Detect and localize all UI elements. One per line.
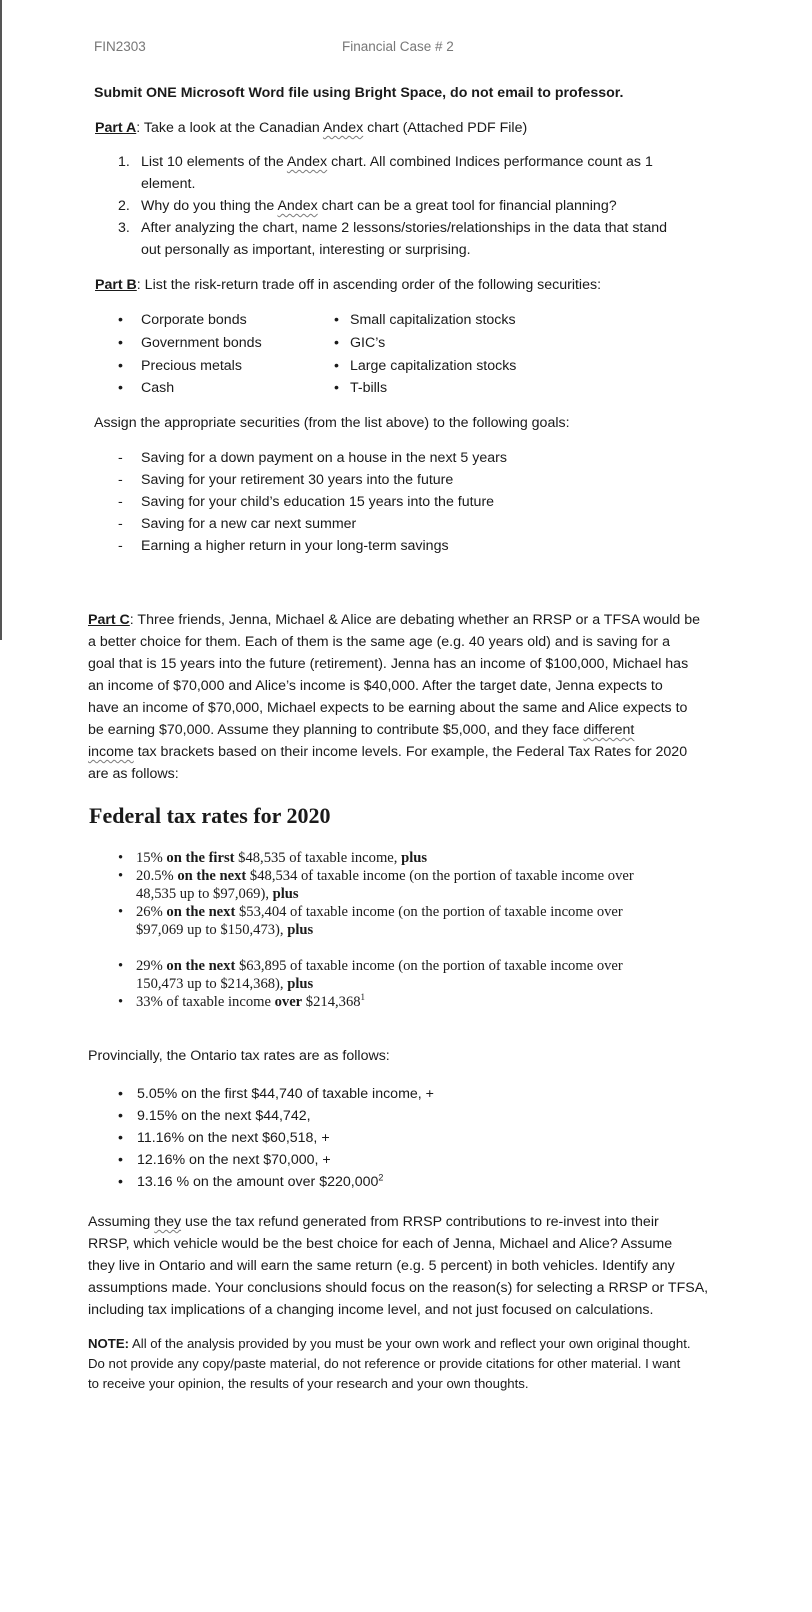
closing-line1-pre: Assuming xyxy=(88,1214,155,1230)
list-item: Earning a higher return in your long-term savings xyxy=(141,538,449,554)
q1-text xyxy=(141,154,653,170)
andex-word: Andex xyxy=(286,154,328,170)
dash: - xyxy=(118,538,123,554)
federal-rate-2 xyxy=(136,867,634,903)
bullet: • xyxy=(118,958,124,974)
plus: plus xyxy=(401,850,428,866)
bullet: • xyxy=(118,1174,123,1190)
plus: plus xyxy=(287,976,314,992)
they-word: they xyxy=(154,1214,182,1230)
dash: - xyxy=(118,450,123,466)
different-word: different xyxy=(583,722,635,738)
closing-line4: assumptions made. Your conclusions should focus on the reason(s) for selecting a RRSP or TFSA, xyxy=(88,1280,709,1296)
federal-rate-4 xyxy=(136,957,623,993)
rate: 15% xyxy=(136,850,167,866)
part-a-label: Part A xyxy=(95,120,137,136)
rate-text: $214,368 xyxy=(302,994,361,1010)
federal-rate-1 xyxy=(136,849,427,867)
plus: plus xyxy=(272,886,299,902)
note-line1 xyxy=(88,1336,691,1351)
closing-line5: including tax implications of a changing income level, and not just focused on calculations. xyxy=(88,1302,654,1318)
bullet: • xyxy=(118,904,124,920)
bullet: • xyxy=(118,335,123,351)
page-edge-bar xyxy=(0,0,2,640)
part-b-label: Part B xyxy=(95,277,137,293)
rate-text: $48,534 of taxable income (on the portion of taxable income over xyxy=(246,868,634,884)
andex-word: Andex xyxy=(277,198,318,214)
part-c-line7-text: tax brackets based on their income levels. For example, the Federal Tax Rates for 2020 xyxy=(133,744,688,760)
rate: 26% xyxy=(136,904,167,920)
note-line1-text: All of the analysis provided by you must be your own work and reflect your own original thought. xyxy=(129,1336,691,1351)
part-c-line2: a better choice for them. Each of them is the same age (e.g. 40 years old) and is saving for a xyxy=(88,634,670,650)
note-line2: Do not provide any copy/paste material, do not reference or provide citations for other material. I want xyxy=(88,1356,681,1371)
bullet: • xyxy=(118,1130,123,1146)
list-item: 11.16% on the next $60,518, + xyxy=(137,1130,330,1146)
part-c-label: Part C xyxy=(88,612,130,628)
rate-bold: on the next xyxy=(177,868,247,884)
q3-line1: After analyzing the chart, name 2 lessons/stories/relationships in the data that stand xyxy=(141,220,668,236)
list-item-text: 13.16 % on the amount over $220,000 xyxy=(137,1174,379,1190)
rate-bold: on the next xyxy=(166,958,236,974)
part-a-intro-text: : Take a look at the Canadian xyxy=(136,120,323,136)
rate-cont: $97,069 up to $150,473), xyxy=(136,922,288,938)
bullet: • xyxy=(118,994,124,1010)
q2-text xyxy=(141,198,617,214)
list-item: T-bills xyxy=(350,380,388,396)
list-item: Government bonds xyxy=(141,335,262,351)
bullet: • xyxy=(118,1108,123,1124)
ontario-intro: Provincially, the Ontario tax rates are as follows: xyxy=(88,1048,390,1064)
rate-cont: 48,535 up to $97,069), xyxy=(136,886,273,902)
rate-cont: 150,473 up to $214,368), xyxy=(136,976,288,992)
closing-line1-post: use the tax refund generated from RRSP contributions to re-invest into their xyxy=(181,1214,659,1230)
federal-heading: Federal tax rates for 2020 xyxy=(89,803,331,828)
list-item: Cash xyxy=(141,380,175,396)
list-item: Saving for a down payment on a house in the next 5 years xyxy=(141,450,507,466)
list-item: 12.16% on the next $70,000, + xyxy=(137,1152,331,1168)
bullet: • xyxy=(118,358,123,374)
q1-continuation: element. xyxy=(141,176,196,192)
bullet: • xyxy=(118,850,124,866)
bullet: • xyxy=(334,335,339,351)
list-item xyxy=(137,1174,383,1190)
closing-line1 xyxy=(88,1214,659,1230)
part-c-line1 xyxy=(88,612,700,628)
bullet: • xyxy=(118,1086,123,1102)
part-c-line5: have an income of $70,000, Michael expects to be earning about the same and Alice expects to xyxy=(88,700,688,716)
rate-text: $48,535 of taxable income, xyxy=(234,850,402,866)
bullet: • xyxy=(334,380,339,396)
part-a-intro xyxy=(95,120,527,136)
list-item: Corporate bonds xyxy=(141,312,247,328)
footnote-ref: 2 xyxy=(378,1172,384,1183)
bullet: • xyxy=(118,868,124,884)
list-item: Precious metals xyxy=(141,358,242,374)
rate-bold: on the next xyxy=(166,904,236,920)
income-word: income xyxy=(88,744,134,760)
dash: - xyxy=(118,516,123,532)
list-item: Saving for a new car next summer xyxy=(141,516,357,532)
part-c-line6-text: be earning $70,000. Assume they planning to contribute $5,000, and they face xyxy=(88,722,584,738)
part-c-line8: are as follows: xyxy=(88,766,179,782)
q3-number: 3. xyxy=(118,220,130,236)
dash: - xyxy=(118,494,123,510)
andex-word: Andex xyxy=(322,120,364,136)
list-item: 9.15% on the next $44,742, xyxy=(137,1108,311,1124)
list-item: Saving for your retirement 30 years into the future xyxy=(141,472,454,488)
note-label: NOTE: xyxy=(88,1336,130,1351)
part-c-line7 xyxy=(88,744,687,760)
bullet: • xyxy=(118,380,123,396)
list-item: GIC’s xyxy=(350,335,386,351)
part-c-line1-text: : Three friends, Jenna, Michael & Alice are debating whether an RRSP or a TFSA would be xyxy=(129,612,700,628)
bullet: • xyxy=(334,312,339,328)
q2-number: 2. xyxy=(118,198,130,214)
assign-instruction: Assign the appropriate securities (from the list above) to the following goals: xyxy=(94,415,570,431)
part-c-line4: an income of $70,000 and Alice’s income is $40,000. After the target date, Jenna expects to xyxy=(88,678,663,694)
list-item: Large capitalization stocks xyxy=(350,358,517,374)
rate: 20.5% xyxy=(136,868,178,884)
part-c-line3: goal that is 15 years into the future (retirement). Jenna has an income of $100,000, Michael has xyxy=(88,656,689,672)
closing-line2: RRSP, which vehicle would be the best choice for each of Jenna, Michael and Alice? Assume xyxy=(88,1236,673,1252)
bullet: • xyxy=(118,1152,123,1168)
course-code: FIN2303 xyxy=(94,39,146,54)
footnote-ref: 1 xyxy=(360,992,366,1003)
part-c-line6 xyxy=(88,722,634,738)
rate-text: $53,404 of taxable income (on the portion of taxable income over xyxy=(235,904,623,920)
rate: 29% xyxy=(136,958,167,974)
list-item: 5.05% on the first $44,740 of taxable income, + xyxy=(137,1086,434,1102)
note-line3: to receive your opinion, the results of your research and your own thoughts. xyxy=(88,1376,529,1391)
rate-text: $63,895 of taxable income (on the portion of taxable income over xyxy=(235,958,623,974)
rate-bold: over xyxy=(274,994,303,1010)
q1-number: 1. xyxy=(118,154,130,170)
submit-note: Submit ONE Microsoft Word file using Bright Space, do not email to professor. xyxy=(94,85,624,101)
q2-pre: Why do you thing the xyxy=(141,198,278,214)
rate: 33% of taxable income xyxy=(136,994,275,1010)
plus: plus xyxy=(287,922,314,938)
document-title: Financial Case # 2 xyxy=(342,39,454,54)
part-b-intro-text: : List the risk-return trade off in ascending order of the following securities: xyxy=(136,277,602,293)
list-item: Small capitalization stocks xyxy=(350,312,516,328)
list-item: Saving for your child’s education 15 years into the future xyxy=(141,494,495,510)
q1-pre: List 10 elements of the xyxy=(141,154,287,170)
q3-line2: out personally as important, interesting or surprising. xyxy=(141,242,471,258)
dash: - xyxy=(118,472,123,488)
federal-rate-5 xyxy=(136,993,365,1011)
closing-line3: they live in Ontario and will earn the same return (e.g. 5 percent) in both vehicles. Identify any xyxy=(88,1258,675,1274)
bullet: • xyxy=(118,312,123,328)
part-a-intro-tail: chart (Attached PDF File) xyxy=(363,120,528,136)
bullet: • xyxy=(334,358,339,374)
q2-post: chart can be a great tool for financial planning? xyxy=(317,198,617,214)
q1-post: chart. All combined Indices performance count as 1 xyxy=(327,154,653,170)
rate-bold: on the first xyxy=(166,850,235,866)
federal-rate-3 xyxy=(136,903,623,939)
part-b-intro xyxy=(95,277,601,293)
